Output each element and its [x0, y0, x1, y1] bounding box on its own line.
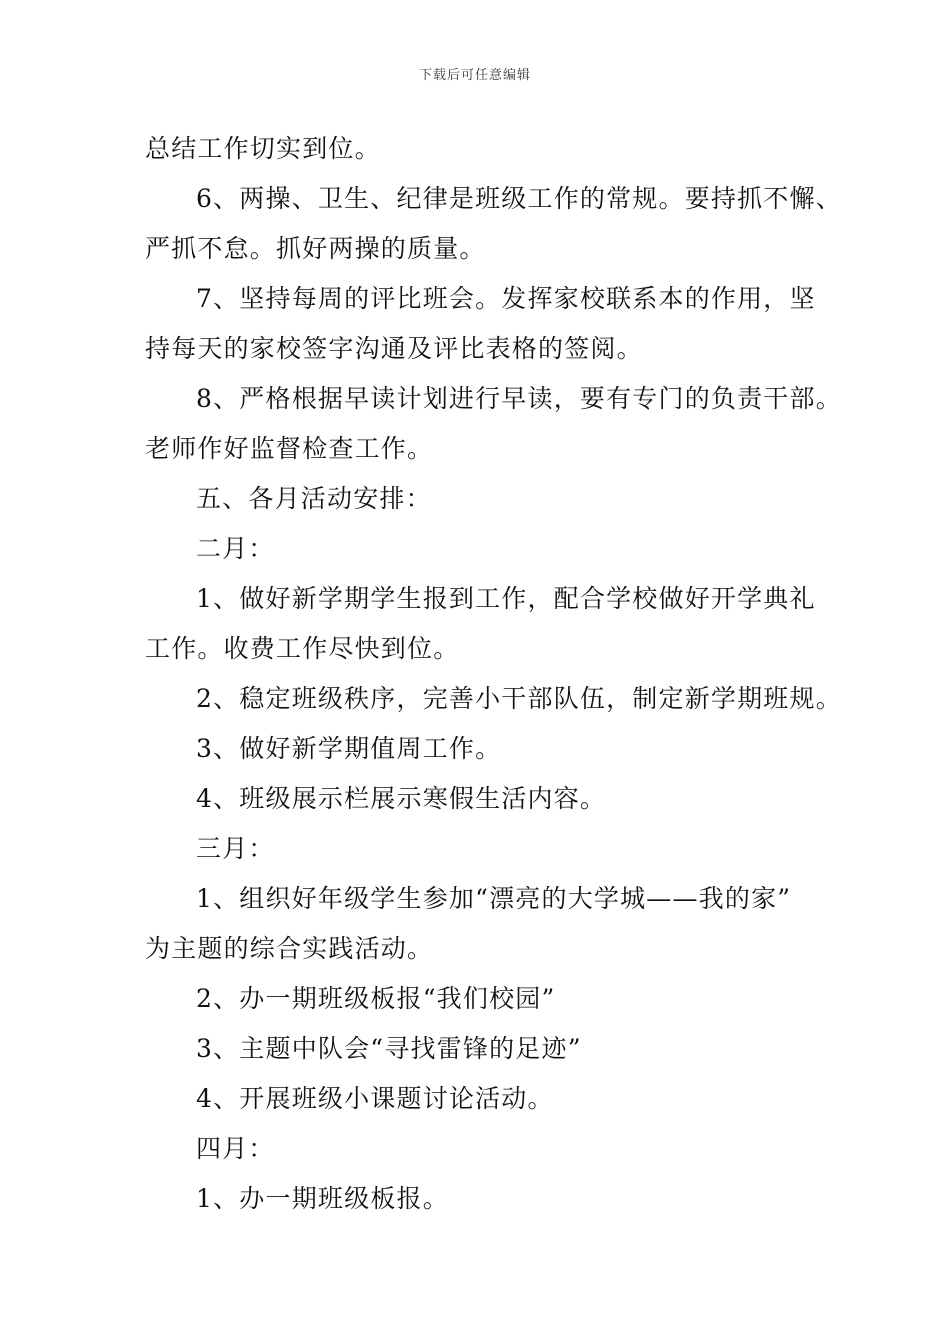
paragraph-line: 1、做好新学期学生报到工作，配合学校做好开学典礼 — [196, 584, 816, 613]
page-header: 下载后可任意编辑 — [418, 68, 531, 83]
paragraph-line: 3、主题中队会“寻找雷锋的足迹” — [196, 1034, 582, 1063]
paragraph-line: 严抓不怠。抓好两操的质量。 — [145, 234, 486, 263]
paragraph-line: 6、两操、卫生、纪律是班级工作的常规。要持抓不懈、 — [196, 184, 842, 213]
paragraph-line: 为主题的综合实践活动。 — [145, 934, 434, 963]
paragraph-line: 1、组织好年级学生参加“漂亮的大学城——我的家” — [196, 884, 792, 913]
paragraph-line: 持每天的家校签字沟通及评比表格的签阅。 — [145, 334, 643, 363]
paragraph-line: 总结工作切实到位。 — [145, 134, 381, 163]
document-body — [145, 124, 842, 1224]
paragraph-line: 老师作好监督检查工作。 — [145, 434, 434, 463]
month-heading: 四月： — [196, 1134, 275, 1163]
paragraph-line: 8、严格根据早读计划进行早读，要有专门的负责干部。 — [196, 384, 842, 413]
paragraph-line: 2、办一期班级板报“我们校园” — [196, 984, 556, 1013]
paragraph-line: 1、办一期班级板报。 — [196, 1184, 449, 1213]
paragraph-line: 2、稳定班级秩序，完善小干部队伍，制定新学期班规。 — [196, 684, 842, 713]
section-heading: 五、各月活动安排： — [196, 484, 432, 513]
paragraph-line: 工作。收费工作尽快到位。 — [145, 634, 460, 663]
paragraph-line: 4、开展班级小课题讨论活动。 — [196, 1084, 554, 1113]
paragraph-line: 4、班级展示栏展示寒假生活内容。 — [196, 784, 607, 813]
paragraph-line: 3、做好新学期值周工作。 — [196, 734, 502, 763]
month-heading: 三月： — [196, 834, 275, 863]
month-heading: 二月： — [196, 534, 275, 563]
paragraph-line: 7、坚持每周的评比班会。发挥家校联系本的作用，坚 — [196, 284, 816, 313]
